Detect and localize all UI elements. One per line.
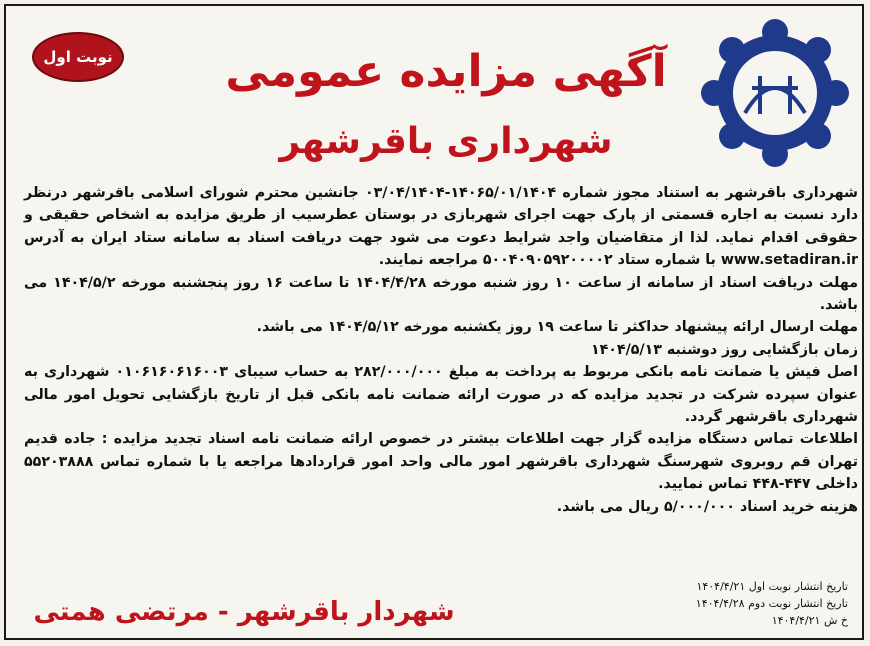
paragraph-contact: اطلاعات تماس دستگاه مزایده گزار جهت اطلاعات بیشتر در خصوص ارائه ضمانت نامه اسناد تجدید مزایده : جاده قدیم تهران قم روبروی شهرسنگ شهرداری باقرشهر امور مالی واحد امور قراردادها مراجعه یا با شماره تماس ۵۵۲۰۳۸۸۸ داخلی ۴۴۷-۴۴۸ تماس نمایید. xyxy=(24,431,858,493)
paragraph-offer-deadline: مهلت ارسال ارائه پیشنهاد حداکثر تا ساعت ۱۹ روز یکشنبه مورخه ۱۴۰۴/۵/۱۲ می باشد. xyxy=(256,319,858,336)
notice-frame xyxy=(4,4,864,640)
notice-body xyxy=(24,182,858,518)
mayor-signature: شهردار باقرشهر - مرتضی همتی xyxy=(33,597,455,627)
paragraph-intro: شهرداری باقرشهر به استناد مجوز شماره ۱۴۰۶۵/۰۱/۱۴۰۴-۰۳/۰۴/۱۴۰۴ جانشین محترم شورای اسلامی باقرشهر درنظر دارد نسبت به اجاره قسمتی از پارک جهت اجرای شهربازی در بوستان عطرسیب از طریق مزایده به اشخاص حقیقی و حقوقی اقدام نماید. لذا از متقاضیان واجد شرایط دعوت می شود جهت دریافت اسناد به سامانه ستاد ایران به آدرس www.setadiran.ir با شماره ستاد ۵۰۰۴۰۹۰۵۹۲۰۰۰۰۲ مراجعه نمایند. xyxy=(24,185,858,269)
publish-date-first: تاریخ انتشار نوبت اول ۱۴۰۴/۴/۲۱ xyxy=(696,580,848,593)
paragraph-document-deadline: مهلت دریافت اسناد از سامانه از ساعت ۱۰ روز شنبه مورخه ۱۴۰۴/۴/۲۸ تا ساعت ۱۶ روز پنجشنبه مورخه ۱۴۰۴/۵/۲ می باشد. xyxy=(24,274,858,314)
reference-code: خ ش ۱۴۰۴/۴/۲۱ xyxy=(771,614,848,627)
notice-title: آگهی مزایده عمومی xyxy=(225,46,667,97)
first-round-badge: نوبت اول xyxy=(32,32,124,82)
paragraph-opening-date: زمان بازگشایی روز دوشنبه ۱۴۰۴/۵/۱۳ xyxy=(590,341,858,358)
paragraph-document-fee: هزینه خرید اسناد ۵/۰۰۰/۰۰۰ ریال می باشد. xyxy=(556,498,858,515)
publication-dates xyxy=(488,578,848,629)
municipality-logo-icon xyxy=(700,18,850,168)
paragraph-deposit: اصل فیش یا ضمانت نامه بانکی مربوط به پرداخت به مبلغ ۲۸۲/۰۰۰/۰۰۰ به حساب سیبای ۰۱۰۶۱۶۰۶۱۶۰۰۳ شهرداری به عنوان سپرده شرکت در تجدید مزایده که در صورت ارائه ضمانت نامه بانکی قبل از تاریخ بازگشایی تحویل امور مالی شهرداری باقرشهر گردد. xyxy=(24,364,858,426)
publish-date-second: تاریخ انتشار نوبت دوم ۱۴۰۴/۴/۲۸ xyxy=(695,597,848,610)
organization-name: شهرداری باقرشهر xyxy=(279,121,613,162)
